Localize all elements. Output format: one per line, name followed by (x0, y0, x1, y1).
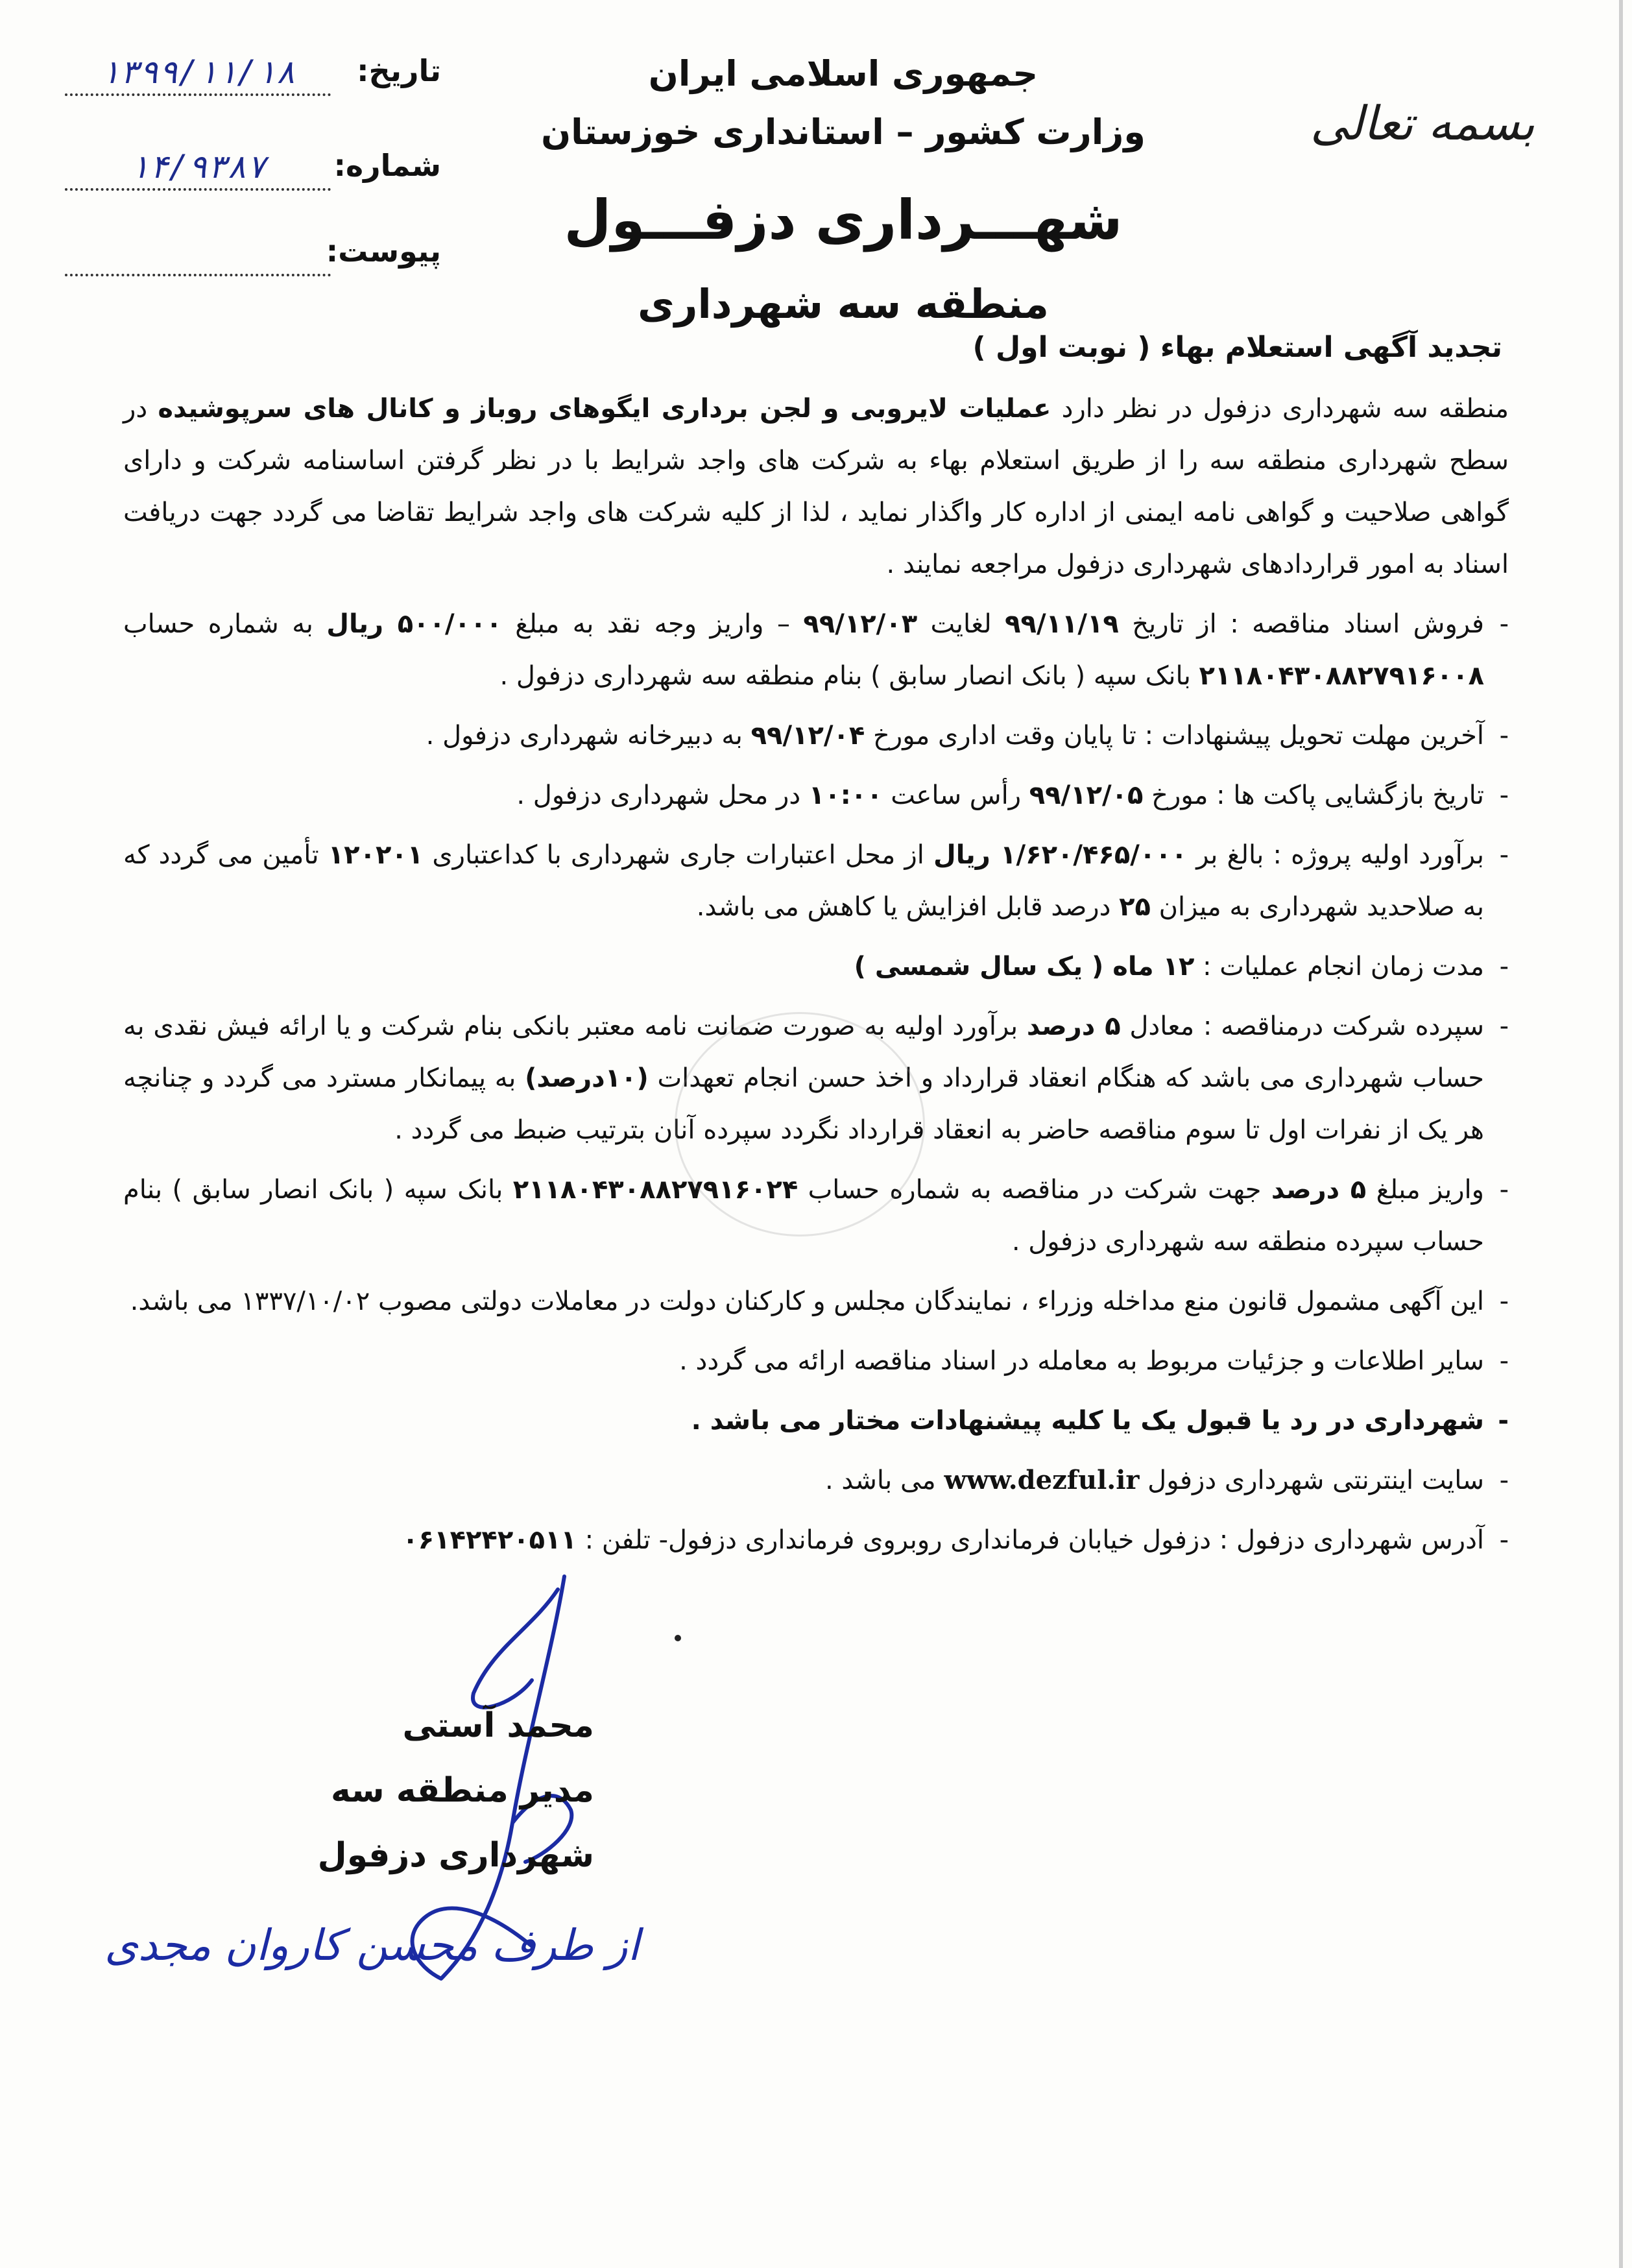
estimate-budget-code: ۱۲۰۲۰۱ (328, 840, 424, 870)
deadline-text-a: آخرین مهلت تحویل پیشنهادات : تا پایان وقت اداری مورخ (865, 721, 1484, 751)
deposit-text-a: سپرده شرکت درمناقصه : معادل (1120, 1011, 1485, 1041)
handwritten-on-behalf-note: از طرف محسن کاروان مجدی (104, 1920, 640, 1970)
duration-value: ۱۲ ماه ( یک سال شمسی ) (854, 952, 1195, 982)
item-estimate (123, 829, 1509, 933)
website-text-b: می باشد . (824, 1466, 944, 1495)
estimate-text-d: درصد قابل افزایش یا کاهش می باشد. (696, 892, 1120, 922)
intro-subject: عملیات لایروبی و لجن برداری ایگوهای روباز و کانال های سرپوشیده (158, 394, 1051, 424)
estimate-percent: ۲۵ (1119, 892, 1151, 922)
deadline-date: ۹۹/۱۲/۰۴ (750, 721, 865, 751)
municipality-title: شهـــرداری دزفـــول (564, 188, 1123, 252)
notice-body (123, 383, 1509, 1566)
intro-text-b: در سطح شهرداری منطقه سه را از طریق استعلام بهاء به شرکت های واجد شرایط با در نظر گرفتن اساسنامه شرکت و دارای گواهی صلاحیت و گواهی نامه ایمنی از اداره کار واگذار نماید ، لذا از کلیه شرکت های واجد شرایط تقاضا می گردد جهت دریافت اسناد به امور قراردادهای شهرداری دزفول مراجعه نمایند . (123, 394, 1509, 579)
ministry-title: وزارت کشور – استانداری خوزستان (541, 112, 1146, 152)
attachment-value (65, 234, 331, 276)
item-payment (123, 1164, 1509, 1268)
payment-text-c: بانک سپه ( بانک انصار سابق ) بنام حساب سپرده منطقه سه شهرداری دزفول . (123, 1175, 1484, 1257)
signatory-name: محمد آستی (402, 1706, 594, 1745)
sale-account-number: ۲۱۱۸۰۴۳۰۸۸۲۷۹۱۶۰۰۸ (1199, 661, 1484, 691)
item-website (123, 1454, 1509, 1506)
address-text: آدرس شهرداری دزفول : دزفول خیابان فرمانداری روبروی فرمانداری دزفول- تلفن : (576, 1525, 1484, 1555)
estimate-text-b: از محل اعتبارات جاری شهرداری با کداعتباری (423, 840, 934, 870)
sale-amount: ۵۰۰/۰۰۰ ریال (326, 609, 502, 639)
deadline-text-b: به دبیرخانه شهرداری دزفول . (426, 721, 751, 751)
attachment-label: پیوست: (326, 234, 441, 269)
sale-to-date: ۹۹/۱۲/۰۳ (803, 609, 918, 639)
sale-text-d: به شماره حساب (123, 609, 327, 639)
website-text-a: سایت اینترنتی شهرداری دزفول (1139, 1466, 1484, 1495)
sale-text-b: لغایت (917, 609, 1005, 639)
intro-text-a: منطقه سه شهرداری دزفول در نظر دارد (1051, 394, 1509, 424)
intro-paragraph (123, 383, 1509, 590)
sale-text-a: فروش اسناد مناقصه : از تاریخ (1118, 609, 1484, 639)
performance-percent: (۱۰درصد) (525, 1063, 649, 1093)
website-link[interactable]: www.dezful.ir (944, 1465, 1140, 1495)
signatory-organization: شهرداری دزفول (317, 1836, 594, 1875)
item-deposit (123, 1000, 1509, 1156)
opening-text-b: رأس ساعت (882, 780, 1029, 810)
opening-time: ۱۰:۰۰ (808, 780, 883, 810)
date-label: تاریخ: (357, 53, 441, 88)
date-field (65, 53, 441, 105)
country-title: جمهوری اسلامی ایران (648, 53, 1038, 94)
item-opening (123, 769, 1509, 821)
scan-edge-rule (1619, 0, 1623, 2268)
item-address (123, 1514, 1509, 1566)
item-rights: - شهرداری در رد یا قبول یک یا کلیه پیشنهادات مختار می باشد . (123, 1395, 1509, 1447)
item-other-info: - سایر اطلاعات و جزئیات مربوط به معامله در اسناد مناقصه ارائه می گردد . (123, 1335, 1509, 1387)
opening-date: ۹۹/۱۲/۰۵ (1029, 780, 1144, 810)
payment-text-a: واریز مبلغ (1366, 1175, 1484, 1205)
estimate-amount: ۱/۶۲۰/۴۶۵/۰۰۰ ریال (933, 840, 1188, 870)
date-value: ۱۳۹۹/۱۱/۱۸ (65, 53, 331, 96)
signatory-title: مدیر منطقه سه (330, 1771, 594, 1810)
item-duration (123, 941, 1509, 993)
item-deadline (123, 710, 1509, 762)
item-document-sale (123, 598, 1509, 702)
number-label: شماره: (333, 148, 441, 183)
payment-text-b: جهت شرکت در مناقصه به شماره حساب (798, 1175, 1271, 1205)
deposit-text-c: به پیمانکار مسترد می گردد و چنانچه هر یک از نفرات اول تا سوم مناقصه حاضر به انعقاد قرارداد نگردد سپرده آنان بترتیب ضبط می گردد . (123, 1063, 1484, 1145)
payment-account-number: ۲۱۱۸۰۴۳۰۸۸۲۷۹۱۶۰۲۴ (512, 1175, 798, 1205)
address-phone: ۰۶۱۴۲۴۲۰۵۱۱ (402, 1525, 577, 1555)
deposit-text-b: برآورد اولیه به صورت ضمانت نامه معتبر بانکی بنام شرکت و یا ارائه فیش نقدی به حساب شهرداری می باشد که هنگام انعقاد قرارداد و اخذ حسن انجام تعهدات (123, 1011, 1485, 1093)
opening-text-c: در محل شهرداری دزفول . (516, 780, 809, 810)
estimate-text-a: برآورد اولیه پروژه : بالغ بر (1187, 840, 1484, 870)
sale-text-e: بانک سپه ( بانک انصار سابق ) بنام منطقه سه شهرداری دزفول . (499, 661, 1199, 691)
duration-text: مدت زمان انجام عملیات : (1194, 952, 1484, 982)
deposit-percent: ۵ درصد (1026, 1011, 1121, 1041)
estimate-text-c: تأمین می گردد که به صلاحدید شهرداری به میزان (123, 840, 1484, 922)
attachment-field (65, 234, 441, 285)
zone-title: منطقه سه شهرداری (637, 280, 1050, 328)
sale-text-c: – واریز وجه نقد به مبلغ (501, 609, 804, 639)
item-law: - این آگهی مشمول قانون منع مداخله وزراء ، نمایندگان مجلس و کارکنان دولت در معاملات دولتی مصوب ۱۳۳۷/۱۰/۰۲ می باشد. (123, 1275, 1509, 1327)
opening-text-a: تاریخ بازگشایی پاکت ها : مورخ (1143, 780, 1484, 810)
sale-from-date: ۹۹/۱۱/۱۹ (1005, 609, 1119, 639)
bismillah-heading: بسمه تعالی (1310, 96, 1535, 151)
payment-percent: ۵ درصد (1271, 1175, 1367, 1205)
notice-title: تجدید آگهی استعلام بهاء ( نوبت اول ) (972, 331, 1502, 364)
number-field (65, 148, 441, 200)
number-value: ۱۴/۹۳۸۷ (65, 148, 331, 191)
